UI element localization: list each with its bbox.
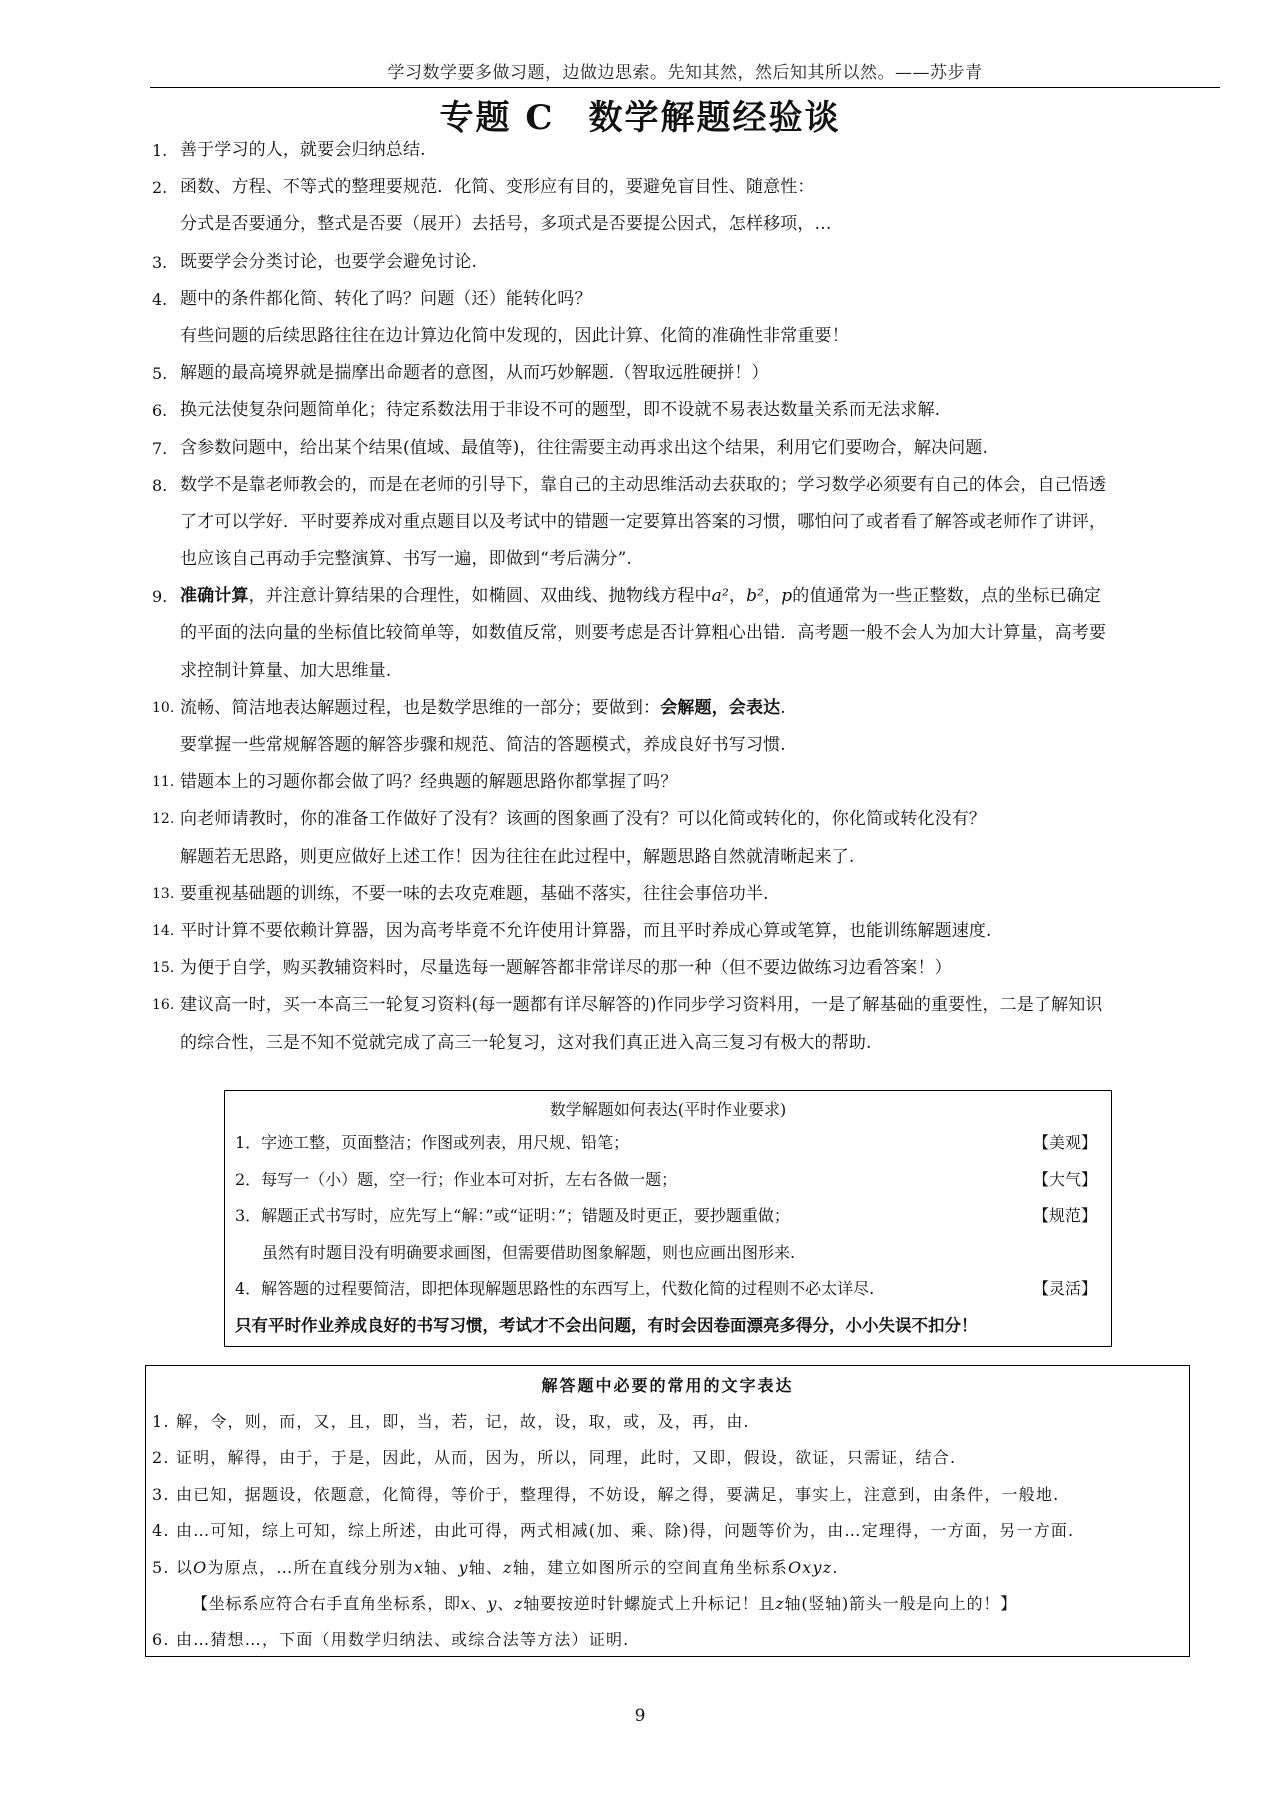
requirement-row: 3．解题正式书写时，应先写上“解：”或“证明：”；错题及时更正，要抄题重做； 【规范】 <box>235 1198 1101 1235</box>
expression-row: 3. 由已知，据题设，依题意，化简得，等价于，整理得，不妨设，解之得，要满足，事实上，注意到，由条件，一般地. <box>152 1484 1060 1504</box>
emphasis-text: 会解题，会表达 <box>660 697 781 718</box>
math-a-squared: a² <box>711 586 729 607</box>
expression-row: 5. 以𝑂为原点，…所在直线分别为𝑥轴、𝑦轴、𝑧轴，建立如图所示的空间直角坐标系𝑂𝑥𝑦𝑧. <box>152 1557 839 1577</box>
title-prefix: 专题 C <box>439 98 555 138</box>
list-item: 5. 解题的最高境界就是揣摩出命题者的意图，从而巧妙解题.（智取远胜硬拼！） <box>152 363 769 384</box>
requirement-tag: 【灵活】 <box>1032 1279 1097 1298</box>
list-item: 13. 要重视基础题的训练，不要一味的去攻克难题，基础不落实，往往会事倍功半. <box>152 883 769 904</box>
list-item: 4. 题中的条件都化简、转化了吗？问题（还）能转化吗？ 有些问题的后续思路往往在边计算边化简中发现的，因此计算、化简的准确性非常重要！ <box>152 288 849 346</box>
list-item: 3. 既要学会分类讨论，也要学会避免讨论. <box>152 251 478 272</box>
header-quote: 学习数学要多做习题，边做边思索。先知其然，然后知其所以然。——苏步青 <box>387 63 983 83</box>
list-item: 10. 流畅、简洁地表达解题过程，也是数学思维的一部分；要做到：会解题，会表达. 要掌握一些常规解答题的解答步骤和规范、简洁的答题模式，养成良好书写习惯. <box>152 697 786 755</box>
requirement-row: 1．字迹工整，页面整洁；作图或列表，用尺规、铅笔； 【美观】 <box>235 1125 1101 1162</box>
list-item: 12. 向老师请教时，你的准备工作做好了没有？该画的图象画了没有？可以化简或转化的，你化简或转化没有？ 解题若无思路，则更应做好上述工作！因为往往在此过程中，解题思路自然就清晰起来了. <box>152 809 987 867</box>
expression-row: 2. 证明，解得，由于，于是，因此，从而，因为，所以，同理，此时，又即，假设，欲证，只需证，结合. <box>152 1448 957 1468</box>
requirement-tag: 【大气】 <box>1032 1169 1097 1189</box>
emphasis-text: 准确计算 <box>180 586 249 607</box>
requirement-tag: 【美观】 <box>1032 1133 1097 1152</box>
requirement-row: 4．解答题的过程要简洁，即把体现解题思路性的东西写上，代数化简的过程则不必太详尽. 【灵活】 <box>235 1271 1101 1308</box>
requirement-row: 虽然有时题目没有明确要求画图，但需要借助图象解题，则也应画出图形来. <box>262 1242 796 1262</box>
list-item: 14. 平时计算不要依赖计算器，因为高考毕竟不允许使用计算器，而且平时养成心算或笔算，也能训练解题速度. <box>152 920 992 941</box>
math-p: p <box>781 586 793 607</box>
list-item: 9. 准确计算，并注意计算结果的合理性，如椭圆、双曲线、抛物线方程中a²，b²，p的值通常为一些正整数，点的坐标已确定 的平面的法向量的坐标值比较简单等，如数值反常，则要考虑是否计算粗心出错．高考题一般不会人为加大计算量，高考要 求控制计算量、加大思维量. <box>152 586 1107 681</box>
box-title: 解答题中必要的常用的文字表达 <box>541 1376 794 1395</box>
title-main: 数学解题经验谈 <box>588 98 841 138</box>
page-number: 9 <box>634 1706 646 1726</box>
common-expressions-box <box>145 1365 1190 1657</box>
math-b-squared: b² <box>746 586 765 607</box>
expression-row: 1. 解，令，则，而，又，且，即，当，若，记，故，设，取，或，及，再，由. <box>152 1412 750 1431</box>
list-item: 15. 为便于自学，购买教辅资料时，尽量选每一题解答都非常详尽的那一种（但不要边做练习边看答案！） <box>152 958 952 979</box>
requirement-tag: 【规范】 <box>1032 1206 1097 1225</box>
tips-list <box>152 132 1222 1062</box>
list-item: 16. 建议高一时，买一本高三一轮复习资料(每一题都有详尽解答的)作同步学习资料用，一是了解基础的重要性，二是了解知识 的综合性，三是不知不觉就完成了高三一轮复习，这对我们真正进入高三复习有极大的帮助. <box>152 995 1103 1053</box>
expression-row: 6. 由…猜想…，下面（用数学归纳法、或综合法等方法）证明. <box>152 1630 630 1650</box>
list-item: 1. 善于学习的人，就要会归纳总结. <box>152 140 426 160</box>
coordinate-system-note: 【坐标系应符合右手直角坐标系，即𝑥、𝑦、𝑧轴要按逆时针螺旋式上升标记！且𝑧轴(竖轴)箭头一般是向上的！】 <box>192 1593 1018 1613</box>
list-item: 8. 数学不是靠老师教会的，而是在老师的引导下，靠自己的主动思维活动去获取的；学习数学必须要有自己的体会，自己悟透 了才可以学好．平时要养成对重点题目以及考试中的错题一定要算出答案的习惯，哪怕问了或者看了解答或老师作了讲评， 也应该自己再动手完整演算、书写一遍，即做到“考后满分”. <box>152 474 1107 570</box>
list-item: 6. 换元法使复杂问题简单化；待定系数法用于非设不可的题型，即不设就不易表达数量关系而无法求解. <box>152 400 941 421</box>
list-item: 7. 含参数问题中，给出某个结果(值域、最值等)，往往需要主动再求出这个结果，利用它们要吻合，解决问题. <box>152 437 989 458</box>
box-title: 数学解题如何表达(平时作业要求) <box>549 1100 787 1119</box>
expression-row: 4. 由…可知，综上可知，综上所述，由此可得，两式相减(加、乘、除)得，问题等价为，由…定理得，一方面，另一方面. <box>152 1521 1075 1541</box>
header-divider <box>150 87 1220 88</box>
box-footer-note: 只有平时作业养成良好的书写习惯，考试才不会出问题，有时会因卷面漂亮多得分，小小失误不扣分！ <box>235 1315 978 1335</box>
list-item: 2. 函数、方程、不等式的整理要规范．化简、变形应有目的，要避免盲目性、随意性： 分式是否要通分，整式是否要（展开）去括号，多项式是否要提公因式，怎样移项，… <box>152 177 832 235</box>
list-item: 11. 错题本上的习题你都会做了吗？经典题的解题思路你都掌握了吗？ <box>152 772 678 793</box>
requirement-row: 2．每写一（小）题，空一行；作业本可对折，左右各做一题； 【大气】 <box>235 1162 1101 1199</box>
homework-requirements-box <box>224 1090 1112 1347</box>
